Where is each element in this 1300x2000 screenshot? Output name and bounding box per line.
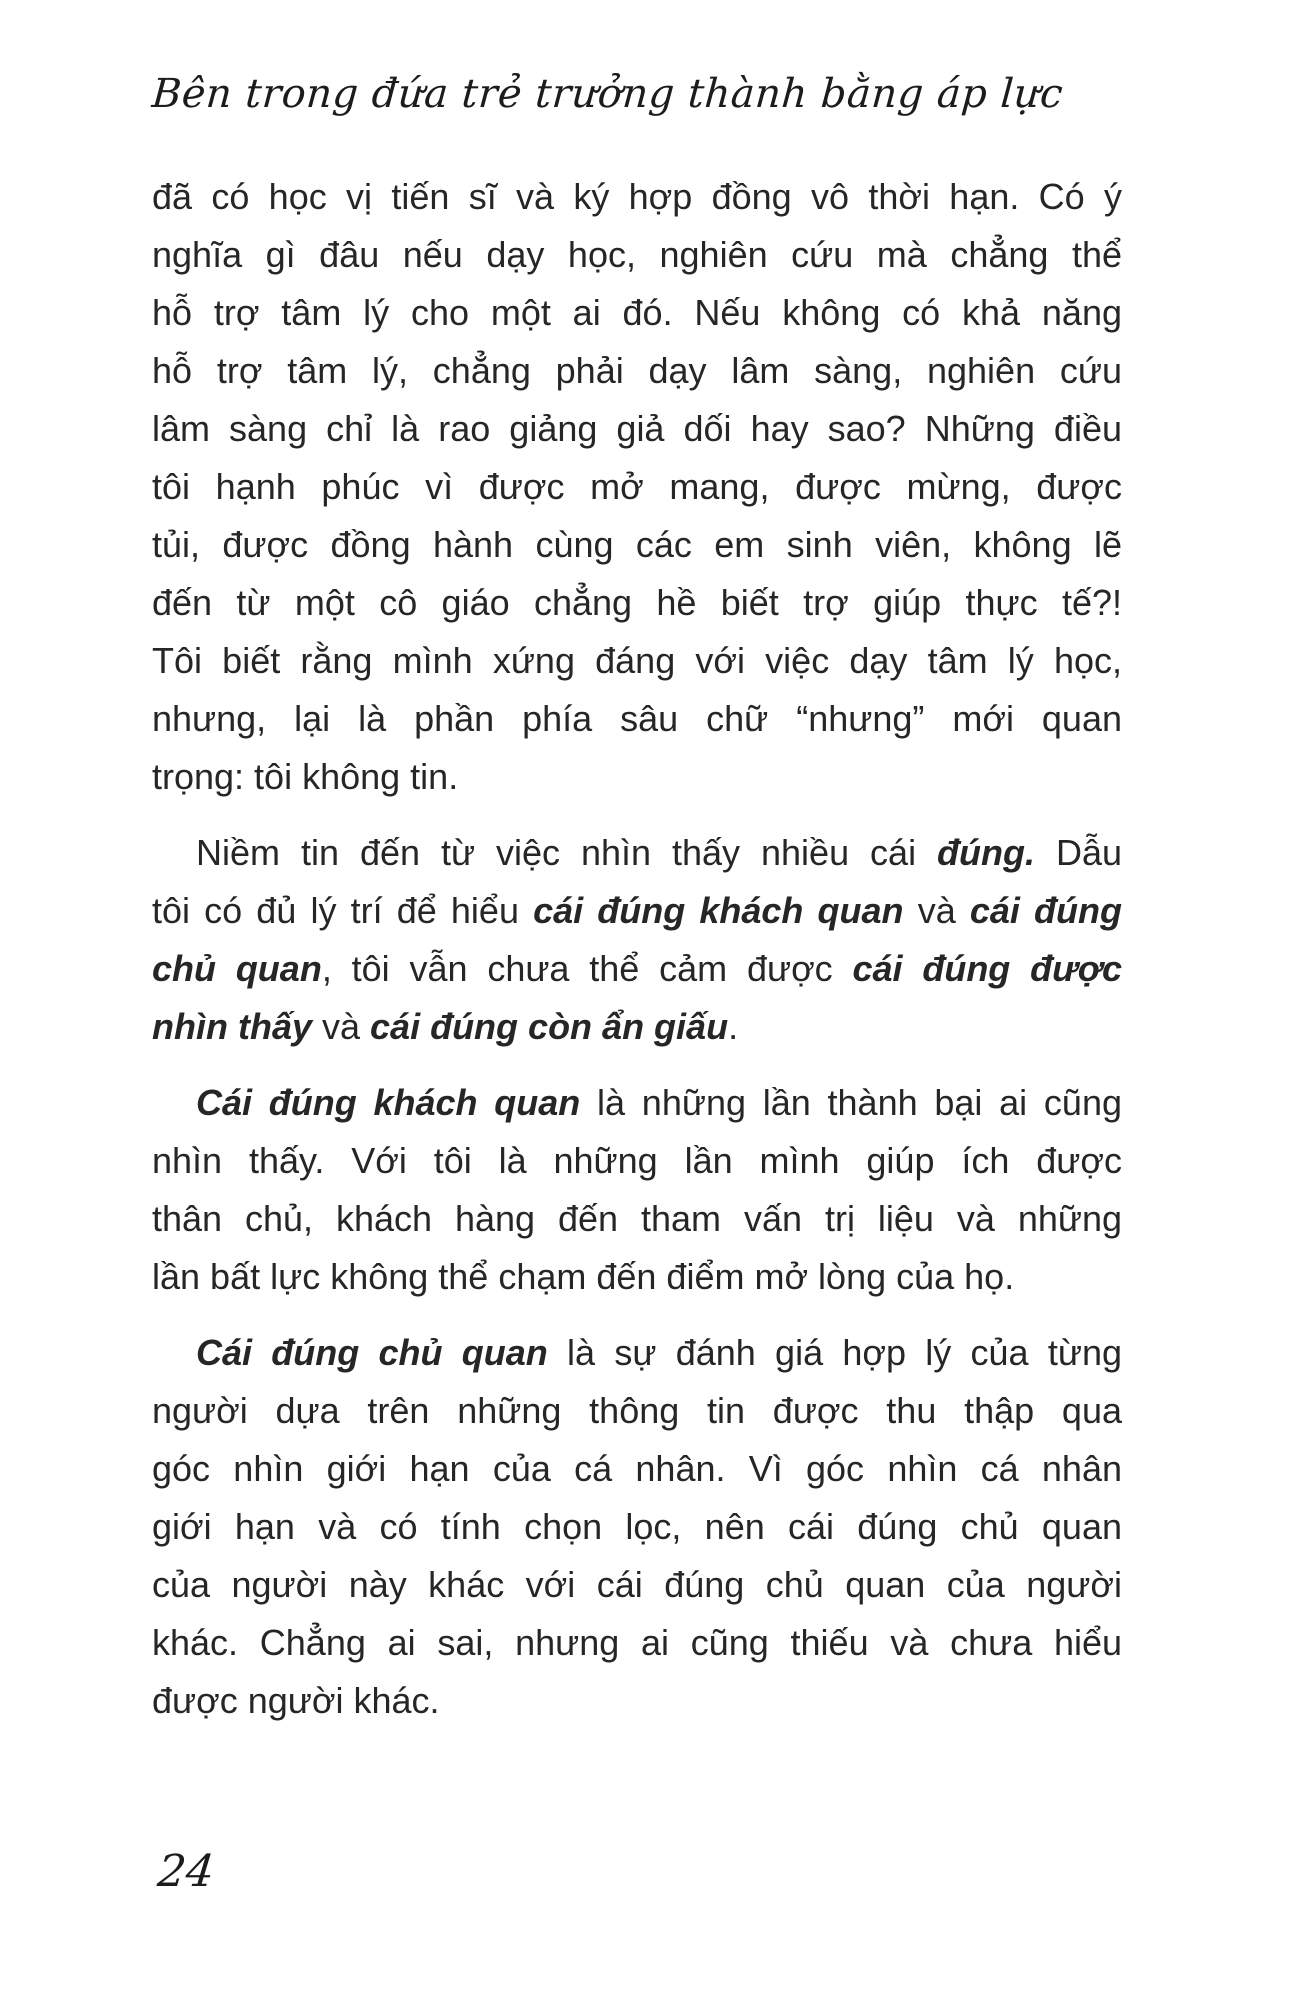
text-line [152, 824, 1122, 882]
body-text: đến từ một cô giáo chẳng hề biết trợ giúp thực tế?! [152, 582, 1122, 623]
emphasis-text: cái đúng được [852, 948, 1122, 989]
emphasis-text: cái đúng [969, 890, 1122, 931]
text-line [152, 284, 1122, 342]
text-line [152, 516, 1122, 574]
text-line [152, 574, 1122, 632]
body-text: nghĩa gì đâu nếu dạy học, nghiên cứu mà chẳng thể [152, 234, 1122, 275]
text-line [152, 1382, 1122, 1440]
body-text: là sự đánh giá hợp lý của từng [547, 1332, 1122, 1373]
body-text: được người khác. [152, 1680, 440, 1721]
paragraph [152, 168, 1122, 806]
text-line [152, 690, 1122, 748]
text-line [152, 1324, 1122, 1382]
body-text: của người này khác với cái đúng chủ quan của người [152, 1564, 1122, 1605]
text-line [152, 168, 1122, 226]
body-text: người dựa trên những thông tin được thu thập qua [152, 1390, 1122, 1431]
body-text: , tôi vẫn chưa thể cảm được [321, 948, 853, 989]
emphasis-text: cái đúng khách quan [533, 890, 904, 931]
text-line [152, 882, 1122, 940]
body-text: tủi, được đồng hành cùng các em sinh viên, không lẽ [152, 524, 1122, 565]
text-line [152, 1614, 1122, 1672]
body-text: nhìn thấy. Với tôi là những lần mình giúp ích được [152, 1140, 1122, 1181]
text-line [152, 1556, 1122, 1614]
body-text: . [728, 1006, 739, 1047]
body-text: thân chủ, khách hàng đến tham vấn trị liệu và những [152, 1198, 1122, 1239]
body-text: và [312, 1006, 371, 1047]
text-line [152, 1440, 1122, 1498]
emphasis-text: Cái đúng chủ quan [196, 1332, 548, 1373]
text-line [152, 1190, 1122, 1248]
text-line [152, 1498, 1122, 1556]
body-text: Dẫu [1035, 832, 1122, 873]
paragraph [152, 1324, 1122, 1730]
emphasis-text: nhìn thấy [152, 1006, 312, 1047]
body-text: góc nhìn giới hạn của cá nhân. Vì góc nhìn cá nhân [152, 1448, 1122, 1489]
text-line [152, 632, 1122, 690]
text-line [152, 1132, 1122, 1190]
emphasis-text: đúng. [937, 832, 1035, 873]
emphasis-text: chủ quan [152, 948, 322, 989]
running-head: Bên trong đứa trẻ trưởng thành bằng áp lực [150, 71, 1065, 117]
paragraph [152, 1074, 1122, 1306]
body-text: Niềm tin đến từ việc nhìn thấy nhiều cái [196, 832, 938, 873]
body-text: giới hạn và có tính chọn lọc, nên cái đúng chủ quan [152, 1506, 1122, 1547]
body-text: tôi hạnh phúc vì được mở mang, được mừng, được [152, 466, 1122, 507]
text-line [152, 1248, 1122, 1306]
page-number: 24 [155, 1846, 217, 1897]
body-text: lâm sàng chỉ là rao giảng giả dối hay sao? Những điều [152, 408, 1122, 449]
text-line [152, 748, 1122, 806]
body-text: tôi có đủ lý trí để hiểu [152, 890, 534, 931]
text-line [152, 998, 1122, 1056]
body-text: lần bất lực không thể chạm đến điểm mở lòng của họ. [152, 1256, 1015, 1297]
text-line [152, 1672, 1122, 1730]
body-text-block [152, 168, 1122, 1730]
emphasis-text: Cái đúng khách quan [196, 1082, 581, 1123]
text-line [152, 226, 1122, 284]
text-line [152, 1074, 1122, 1132]
paragraph [152, 824, 1122, 1056]
body-text: Tôi biết rằng mình xứng đáng với việc dạy tâm lý học, [152, 640, 1122, 681]
body-text: trọng: tôi không tin. [152, 756, 459, 797]
body-text: hỗ trợ tâm lý cho một ai đó. Nếu không có khả năng [152, 292, 1122, 333]
body-text: là những lần thành bại ai cũng [580, 1082, 1122, 1123]
body-text: đã có học vị tiến sĩ và ký hợp đồng vô thời hạn. Có ý [152, 176, 1122, 217]
emphasis-text: cái đúng còn ẩn giấu [370, 1006, 729, 1047]
body-text: hỗ trợ tâm lý, chẳng phải dạy lâm sàng, nghiên cứu [152, 350, 1122, 391]
body-text: khác. Chẳng ai sai, nhưng ai cũng thiếu và chưa hiểu [152, 1622, 1122, 1663]
text-line [152, 458, 1122, 516]
text-line [152, 342, 1122, 400]
text-line [152, 940, 1122, 998]
body-text: và [903, 890, 970, 931]
body-text: nhưng, lại là phần phía sâu chữ “nhưng” mới quan [152, 698, 1122, 739]
text-line [152, 400, 1122, 458]
